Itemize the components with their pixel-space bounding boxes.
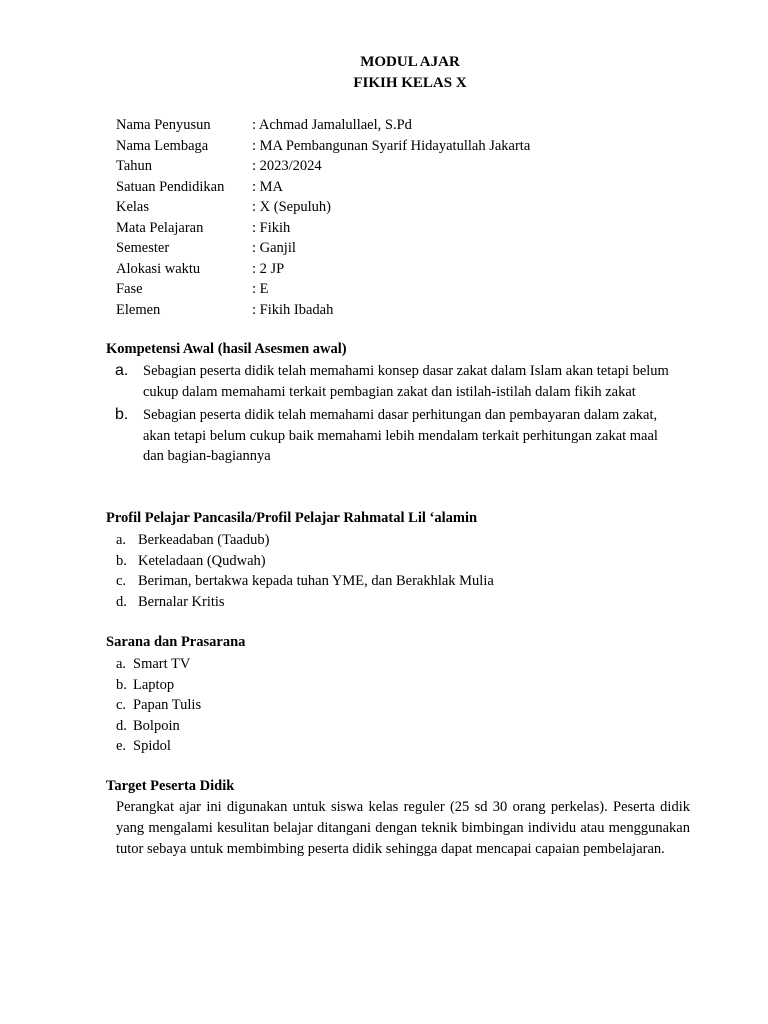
list-marker: a.: [116, 532, 127, 548]
identity-row: [116, 136, 530, 157]
document-subtitle: FIKIH KELAS X: [353, 75, 467, 91]
list-marker: c.: [116, 573, 127, 589]
identity-label: Elemen: [116, 301, 161, 318]
identity-table: [116, 115, 530, 320]
list-text: Keteladaan (Qudwah): [138, 552, 266, 569]
identity-row: [116, 279, 530, 300]
list-item: [115, 361, 675, 402]
identity-row: [116, 238, 530, 259]
identity-label: Nama Lembaga: [116, 137, 209, 154]
list-item: [116, 551, 494, 572]
profil-heading: Profil Pelajar Pancasila/Profil Pelajar Rahmatal Lil ‘alamin: [106, 510, 478, 526]
list-text: Bernalar Kritis: [138, 593, 225, 610]
identity-value: : MA: [252, 178, 284, 195]
list-text: Laptop: [133, 676, 175, 693]
identity-row: [116, 177, 530, 198]
list-item: [116, 654, 201, 675]
identity-label: Tahun: [116, 158, 153, 174]
identity-value: : E: [252, 281, 269, 297]
identity-value: : MA Pembangunan Syarif Hidayatullah Jakarta: [252, 137, 531, 154]
list-marker: b.: [115, 406, 129, 423]
list-text: Smart TV: [133, 656, 191, 672]
list-text: Berkeadaban (Taadub): [138, 532, 270, 548]
list-item: [115, 405, 675, 467]
list-marker: b.: [116, 676, 127, 693]
list-item: [116, 695, 201, 716]
identity-row: [116, 218, 530, 239]
identity-value: : 2 JP: [252, 260, 285, 277]
identity-label: Mata Pelajaran: [116, 219, 204, 236]
identity-row: [116, 156, 530, 177]
identity-label: Alokasi waktu: [116, 260, 201, 277]
identity-value: : Fikih Ibadah: [252, 301, 334, 318]
list-marker: e.: [116, 738, 127, 754]
list-item: [116, 675, 201, 696]
identity-row: [116, 115, 530, 136]
kompetensi-heading: Kompetensi Awal (hasil Asesmen awal): [106, 341, 347, 357]
list-text: Beriman, bertakwa kepada tuhan YME, dan Berakhlak Mulia: [138, 573, 494, 589]
identity-label: Kelas: [116, 199, 150, 215]
profil-list: [116, 530, 494, 612]
list-marker: d.: [116, 717, 127, 734]
list-item: [116, 592, 494, 613]
list-marker: d.: [116, 593, 127, 610]
kompetensi-list: [115, 361, 675, 470]
list-text: Sebagian peserta didik telah memahami dasar perhitungan dan pembayaran dalam zakat, akan tetapi belum cukup baik memahami lebih mendalam terkait perhitungan zakat maal dan bagian-bagiannya: [143, 407, 658, 464]
sarana-heading: Sarana dan Prasarana: [106, 634, 246, 650]
list-item: [116, 716, 201, 737]
identity-label: Nama Penyusun: [116, 117, 211, 133]
list-item: [116, 530, 494, 551]
list-marker: a.: [115, 362, 129, 379]
list-marker: b.: [116, 552, 127, 569]
list-item: [116, 571, 494, 592]
list-text: Bolpoin: [133, 717, 180, 734]
list-marker: a.: [116, 656, 127, 672]
target-heading: Target Peserta Didik: [106, 778, 235, 794]
identity-label: Fase: [116, 281, 143, 297]
sarana-list: [116, 654, 201, 757]
list-text: Papan Tulis: [133, 697, 202, 713]
identity-row: [116, 197, 530, 218]
identity-value: : Achmad Jamalullael, S.Pd: [252, 117, 412, 133]
list-text: Spidol: [133, 738, 171, 754]
document-title: MODUL AJAR: [360, 54, 460, 70]
identity-value: : Ganjil: [252, 240, 296, 256]
identity-value: : 2023/2024: [252, 158, 322, 174]
identity-label: Semester: [116, 240, 170, 256]
list-marker: c.: [116, 697, 127, 713]
identity-value: : Fikih: [252, 219, 291, 236]
identity-label: Satuan Pendidikan: [116, 178, 225, 195]
identity-value: : X (Sepuluh): [252, 199, 331, 215]
identity-row: [116, 300, 530, 321]
target-paragraph: Perangkat ajar ini digunakan untuk siswa kelas reguler (25 sd 30 orang perkelas). Peserta didik yang mengalami kesulitan belajar ditangani dengan teknik bimbingan individu atau menggunakan tutor sebaya untuk membimbing peserta didik sehingga dapat mencapai capaian pembelajaran.: [116, 799, 690, 857]
list-item: [116, 736, 201, 757]
list-text: Sebagian peserta didik telah memahami konsep dasar zakat dalam Islam akan tetapi belum cukup dalam memahami terkait pembagian zakat dan istilah-istilah dalam fikih zakat: [143, 363, 669, 400]
identity-row: [116, 259, 530, 280]
